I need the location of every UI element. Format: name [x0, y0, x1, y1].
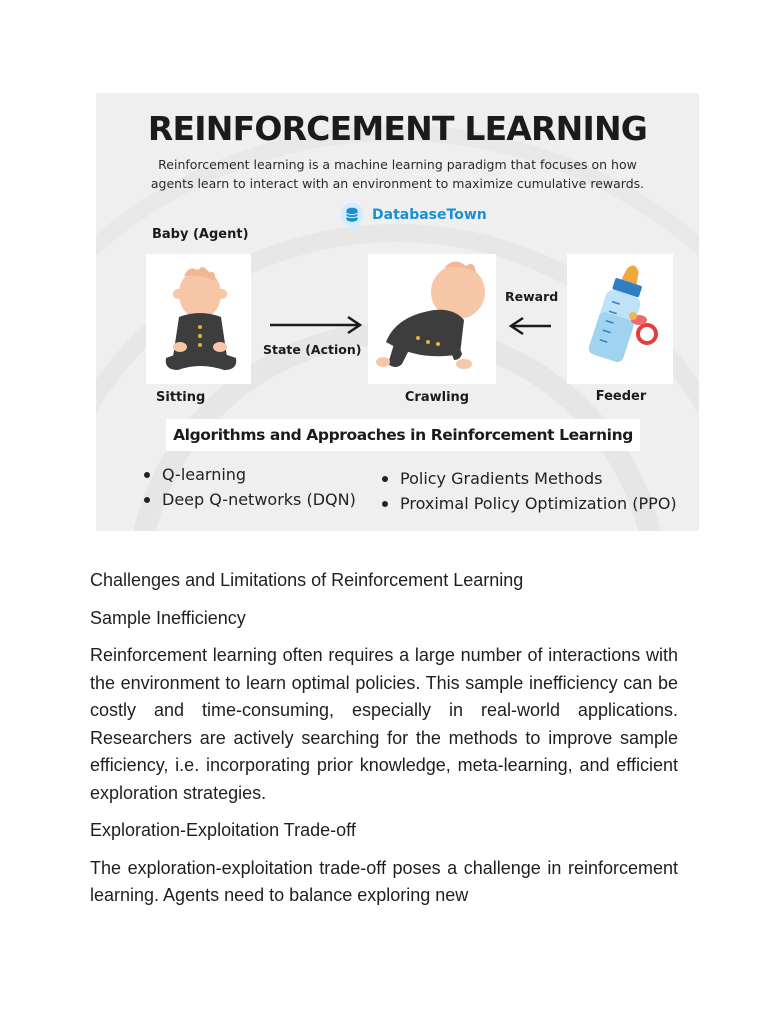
- infographic-title: REINFORCEMENT LEARNING: [147, 109, 648, 148]
- algorithm-item: Deep Q-networks (DQN): [140, 487, 356, 512]
- feeder-card: [567, 254, 673, 384]
- reward-label: Reward: [505, 289, 559, 304]
- algorithms-title-box: [166, 419, 640, 451]
- database-icon: [339, 202, 365, 228]
- article-body: [90, 567, 678, 920]
- infographic-description: Reinforcement learning is a machine learning paradigm that focuses on how agents learn to interact with an environment to maximize cumulative rewards.: [150, 157, 645, 191]
- algorithm-item: Policy Gradients Methods: [378, 466, 677, 491]
- sitting-baby-card: [146, 254, 251, 384]
- feeder-label: Feeder: [595, 389, 647, 404]
- sitting-baby-image: [146, 254, 251, 384]
- subsection-title-exploration-exploitation: Exploration-Exploitation Trade-off: [90, 820, 356, 840]
- algorithms-list-right: [378, 466, 677, 516]
- baby-bottle-image: [567, 254, 673, 384]
- algorithm-item: Q-learning: [140, 462, 356, 487]
- crawling-label: Crawling: [404, 390, 470, 405]
- brand-name: DatabaseTown: [372, 207, 487, 223]
- right-arrow-icon: [268, 315, 364, 335]
- crawling-baby-card: [368, 254, 496, 384]
- subsection-title-sample-inefficiency: Sample Inefficiency: [90, 607, 246, 628]
- algorithm-item: Proximal Policy Optimization (PPO): [378, 491, 677, 516]
- algorithms-list-left: [140, 462, 356, 512]
- state-action-label: State (Action): [263, 342, 362, 357]
- agent-label: Baby (Agent): [152, 227, 249, 242]
- sitting-label: Sitting: [156, 390, 206, 405]
- algorithms-title: Algorithms and Approaches in Reinforcement Learning: [173, 426, 633, 444]
- reinforcement-learning-infographic: [96, 93, 699, 531]
- section-heading: Challenges and Limitations of Reinforcement Learning: [90, 570, 524, 590]
- brand-logo: [339, 203, 487, 227]
- paragraph-sample-inefficiency: Reinforcement learning often requires a large number of interactions with the environment to learn optimal policies. This sample inefficiency can be costly and time-consuming, especially in real-world applications. Researchers are actively searching for the methods to improve sample efficiency, i.e. incorporating prior knowledge, meta-learning, and efficient exploration strategies.: [90, 645, 678, 803]
- left-arrow-icon: [509, 316, 553, 336]
- paragraph-exploration-exploitation: The exploration-exploitation trade-off poses a challenge in reinforcement learning. Agents need to balance exploring new: [90, 857, 678, 905]
- crawling-baby-image: [368, 254, 496, 384]
